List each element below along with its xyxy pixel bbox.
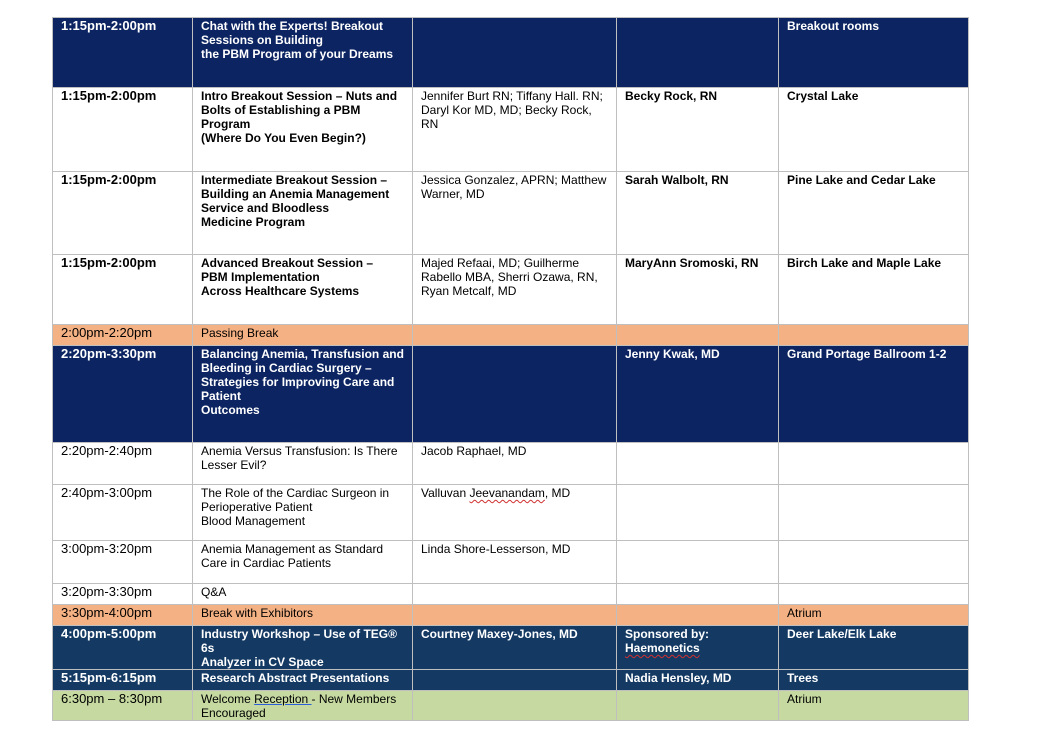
session-cell: The Role of the Cardiac Surgeon in Perioperative Patient Blood Management xyxy=(193,485,413,541)
speakers-cell: Courtney Maxey-Jones, MD xyxy=(413,626,617,670)
speakers-cell: Linda Shore-Lesserson, MD xyxy=(413,541,617,584)
location-cell xyxy=(779,325,969,346)
speakers-cell xyxy=(413,485,617,541)
session-cell: Anemia Management as Standard Care in Cardiac Patients xyxy=(193,541,413,584)
location-cell: Atrium xyxy=(779,691,969,721)
agenda-row-qa xyxy=(53,584,969,605)
location-cell: Grand Portage Ballroom 1-2 xyxy=(779,346,969,443)
agenda-row-anemia-management xyxy=(53,541,969,584)
session-cell xyxy=(193,691,413,721)
location-cell: Pine Lake and Cedar Lake xyxy=(779,172,969,255)
time-cell: 4:00pm-5:00pm xyxy=(53,626,193,670)
location-cell xyxy=(779,443,969,485)
session-cell: Advanced Breakout Session – PBM Implementation Across Healthcare Systems xyxy=(193,255,413,325)
speakers-cell: Jessica Gonzalez, APRN; Matthew Warner, MD xyxy=(413,172,617,255)
agenda-row-chat-experts xyxy=(53,18,969,88)
time-cell: 3:00pm-3:20pm xyxy=(53,541,193,584)
session-cell: Anemia Versus Transfusion: Is There Lesser Evil? xyxy=(193,443,413,485)
speakers-cell xyxy=(413,670,617,691)
moderator-cell xyxy=(617,626,779,670)
time-cell: 3:20pm-3:30pm xyxy=(53,584,193,605)
session-cell: Q&A xyxy=(193,584,413,605)
moderator-cell: MaryAnn Sromoski, RN xyxy=(617,255,779,325)
time-cell: 1:15pm-2:00pm xyxy=(53,18,193,88)
session-cell: Intermediate Breakout Session – Building an Anemia Management Service and Bloodless Medicine Program xyxy=(193,172,413,255)
moderator-cell: Becky Rock, RN xyxy=(617,88,779,172)
moderator-cell xyxy=(617,541,779,584)
moderator-cell xyxy=(617,325,779,346)
time-cell: 1:15pm-2:00pm xyxy=(53,172,193,255)
agenda-row-anemia-vs-transfusion xyxy=(53,443,969,485)
speakers-cell xyxy=(413,325,617,346)
time-cell: 2:00pm-2:20pm xyxy=(53,325,193,346)
session-cell: Balancing Anemia, Transfusion and Bleeding in Cardiac Surgery – Strategies for Improving Care and Patient Outcomes xyxy=(193,346,413,443)
agenda-row-welcome-reception xyxy=(53,691,969,721)
session-cell: Passing Break xyxy=(193,325,413,346)
session-text-pre: Welcome xyxy=(201,692,255,706)
session-cell: Industry Workshop – Use of TEG® 6s Analyzer in CV Space xyxy=(193,626,413,670)
moderator-cell xyxy=(617,605,779,626)
agenda-row-intro-breakout xyxy=(53,88,969,172)
speaker-name-pre: Valluvan xyxy=(421,486,470,500)
sponsor-label: Sponsored by: xyxy=(625,627,710,641)
location-cell: Atrium xyxy=(779,605,969,626)
location-cell: Breakout rooms xyxy=(779,18,969,88)
time-cell: 2:20pm-2:40pm xyxy=(53,443,193,485)
reception-link[interactable]: Reception xyxy=(254,692,312,706)
moderator-cell xyxy=(617,691,779,721)
speakers-cell: Jacob Raphael, MD xyxy=(413,443,617,485)
agenda-row-cardiac-surgery xyxy=(53,346,969,443)
speakers-cell xyxy=(413,605,617,626)
agenda-row-advanced-breakout xyxy=(53,255,969,325)
moderator-cell: Sarah Walbolt, RN xyxy=(617,172,779,255)
speakers-cell xyxy=(413,346,617,443)
location-cell: Birch Lake and Maple Lake xyxy=(779,255,969,325)
location-cell: Deer Lake/Elk Lake xyxy=(779,626,969,670)
moderator-cell: Nadia Hensley, MD xyxy=(617,670,779,691)
session-text-post: - New Members Encouraged xyxy=(201,692,397,720)
time-cell: 2:40pm-3:00pm xyxy=(53,485,193,541)
moderator-cell: Jenny Kwak, MD xyxy=(617,346,779,443)
moderator-cell xyxy=(617,443,779,485)
speakers-cell xyxy=(413,584,617,605)
time-cell: 1:15pm-2:00pm xyxy=(53,88,193,172)
speaker-name-post: , MD xyxy=(544,486,571,500)
agenda-row-cardiac-surgeon-role xyxy=(53,485,969,541)
speakers-cell: Majed Refaai, MD; Guilherme Rabello MBA, Sherri Ozawa, RN, Ryan Metcalf, MD xyxy=(413,255,617,325)
location-cell xyxy=(779,485,969,541)
session-cell: Intro Breakout Session – Nuts and Bolts of Establishing a PBM Program (Where Do You Even Begin?) xyxy=(193,88,413,172)
speakers-cell: Jennifer Burt RN; Tiffany Hall. RN; Daryl Kor MD, MD; Becky Rock, RN xyxy=(413,88,617,172)
agenda-row-passing-break xyxy=(53,325,969,346)
spellcheck-flagged-name: Jeevanandam xyxy=(469,486,545,500)
session-cell: Research Abstract Presentations xyxy=(193,670,413,691)
moderator-cell xyxy=(617,485,779,541)
time-cell: 6:30pm – 8:30pm xyxy=(53,691,193,721)
session-cell: Chat with the Experts! Breakout Sessions on Building the PBM Program of your Dreams xyxy=(193,18,413,88)
location-cell: Trees xyxy=(779,670,969,691)
agenda-row-intermediate-breakout xyxy=(53,172,969,255)
session-cell: Break with Exhibitors xyxy=(193,605,413,626)
agenda-row-research-abstracts xyxy=(53,670,969,691)
moderator-cell xyxy=(617,18,779,88)
time-cell: 2:20pm-3:30pm xyxy=(53,346,193,443)
time-cell: 5:15pm-6:15pm xyxy=(53,670,193,691)
sponsor-name: Haemonetics xyxy=(625,641,700,655)
location-cell: Crystal Lake xyxy=(779,88,969,172)
location-cell xyxy=(779,541,969,584)
agenda-row-industry-workshop xyxy=(53,626,969,670)
speakers-cell xyxy=(413,691,617,721)
location-cell xyxy=(779,584,969,605)
time-cell: 3:30pm-4:00pm xyxy=(53,605,193,626)
agenda-table xyxy=(52,17,969,721)
agenda-row-exhibitor-break xyxy=(53,605,969,626)
time-cell: 1:15pm-2:00pm xyxy=(53,255,193,325)
speakers-cell xyxy=(413,18,617,88)
moderator-cell xyxy=(617,584,779,605)
